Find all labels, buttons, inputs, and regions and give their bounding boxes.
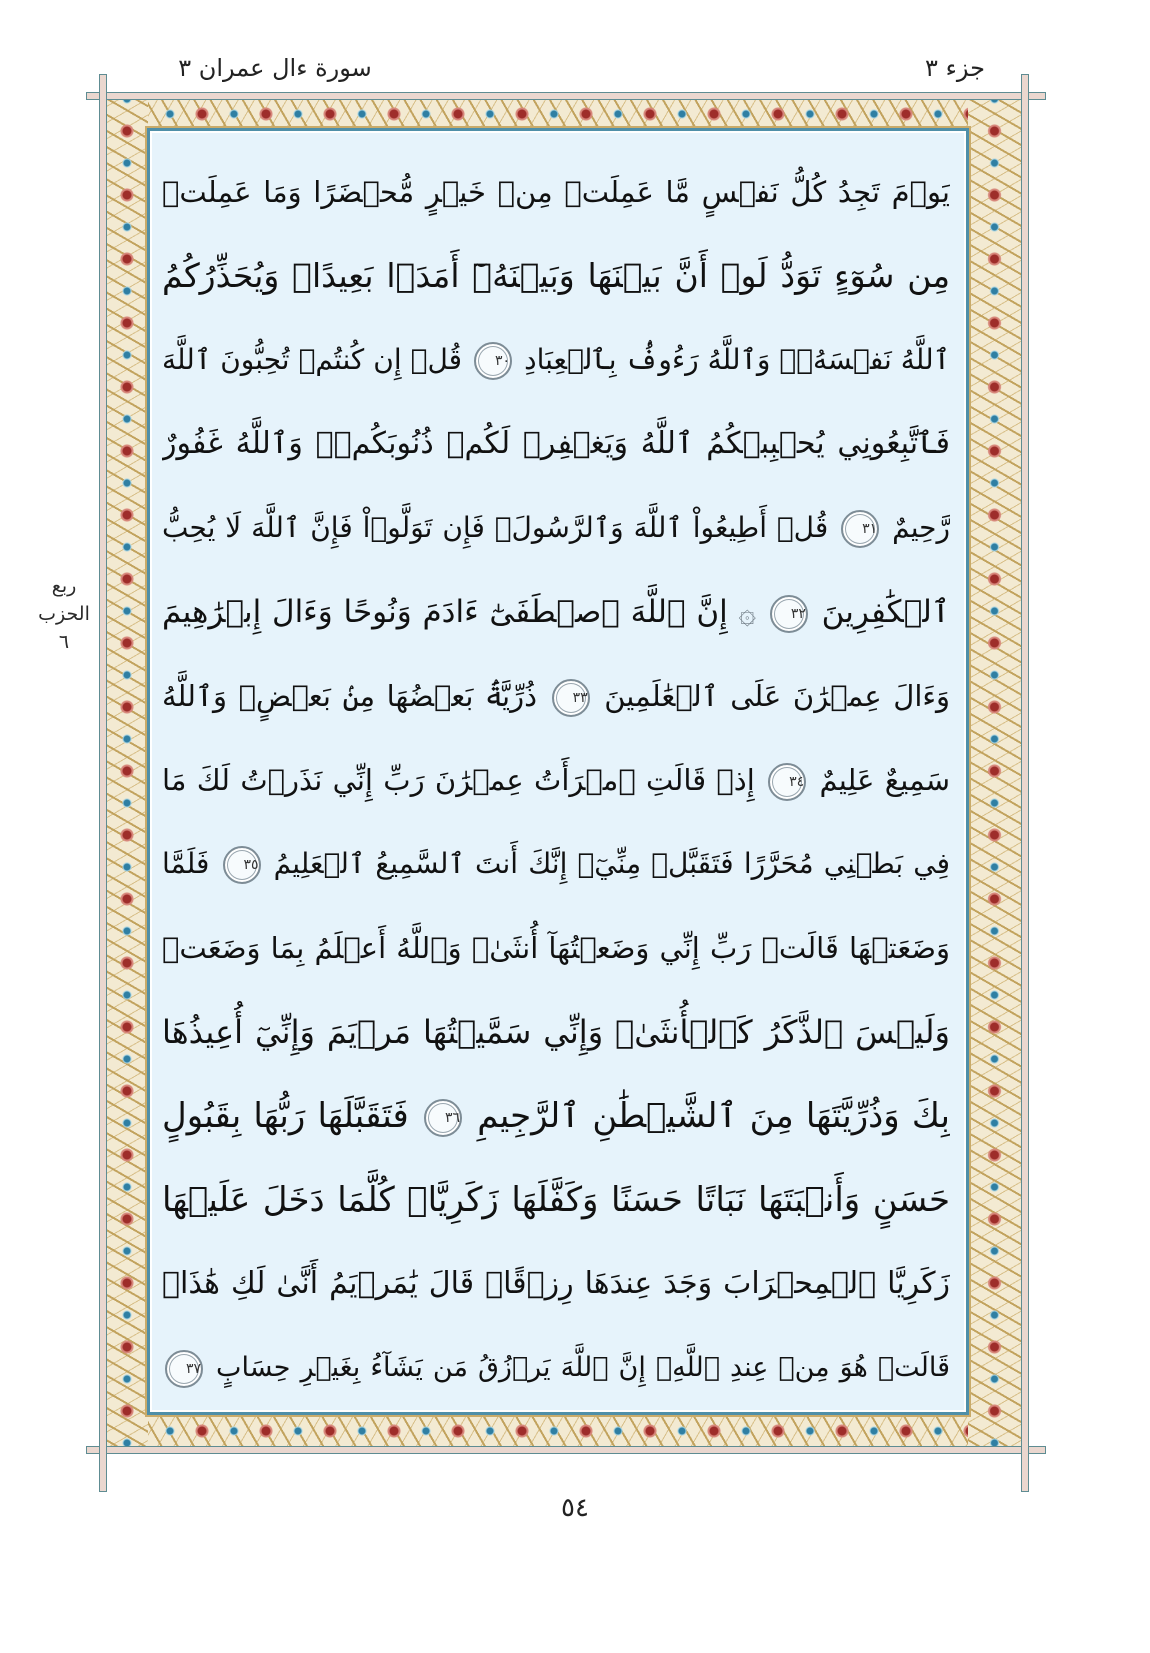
text-line [162, 150, 950, 234]
text-line [162, 906, 950, 990]
verse-text: وَلَيۡسَ ٱلذَّكَرُ كَٱلۡأُنثَىٰۚ وَإِنِّي سَمَّيۡتُهَا مَرۡيَمَ وَإِنِّيٓ أُعِيذُهَا [162, 1013, 950, 1051]
verse-text: قُلۡ أَطِيعُواْ ٱللَّهَ وَٱلرَّسُولَۚ فَإِن تَوَلَّوۡاْ فَإِنَّ ٱللَّهَ لَا يُحِبُّ [162, 511, 829, 544]
surah-title: سورة ءال عمران ٣ [178, 54, 372, 82]
ayah-number-marker: ٣٢ [770, 595, 808, 633]
juz-label: جزء ٣ [925, 54, 985, 82]
verse-text: فَٱتَّبِعُونِي يُحۡبِبۡكُمُ ٱللَّهُ وَيَغۡفِرۡ لَكُمۡ ذُنُوبَكُمۡۚ وَٱللَّهُ غَفُورٌ [162, 426, 950, 461]
frame-rule-right [1021, 74, 1029, 1492]
verse-text: إِذۡ قَالَتِ ٱمۡرَأَتُ عِمۡرَٰنَ رَبِّ إِنِّي نَذَرۡتُ لَكَ مَا [162, 763, 755, 797]
verse-text: بِكَ وَذُرِّيَّتَهَا مِنَ ٱلشَّيۡطَٰنِ ٱلرَّجِيمِ [477, 1096, 950, 1136]
text-line [162, 318, 950, 402]
ayah-number-marker: ٣٠ [474, 342, 512, 380]
verse-text: إِنَّ ٱللَّهَ ٱصۡطَفَىٰٓ ءَادَمَ وَنُوحًا وَءَالَ إِبۡرَٰهِيمَ [162, 594, 728, 630]
hizb-quarter-note [22, 572, 106, 656]
verse-text: مِن سُوٓءٍ تَوَدُّ لَوۡ أَنَّ بَيۡنَهَا وَبَيۡنَهُۥٓ أَمَدَۢا بَعِيدًاۚ وَيُحَذِّرُكُمُ [162, 256, 950, 295]
frame-rule-top [86, 92, 1046, 100]
ayah-number-marker: ٣٥ [223, 846, 261, 884]
text-line [162, 1074, 950, 1158]
ornament-border-right [968, 99, 1021, 1448]
text-line [162, 402, 950, 486]
ayah-number-marker: ٣٦ [424, 1099, 462, 1137]
verse-text: فَلَمَّا [162, 847, 210, 880]
text-line [162, 654, 950, 738]
verse-text: فِي بَطۡنِي مُحَرَّرًا فَتَقَبَّلۡ مِنِّيٓۖ إِنَّكَ أَنتَ ٱلسَّمِيعُ ٱلۡعَلِيمُ [273, 847, 950, 880]
ayah-number-marker: ٣١ [841, 510, 879, 548]
ayah-number-marker: ٣٣ [552, 679, 590, 717]
verse-text: سَمِيعٌ عَلِيمٌ [819, 763, 950, 797]
verse-text: رَّحِيمٌ [892, 511, 950, 544]
text-line [162, 486, 950, 570]
text-line [162, 1158, 950, 1242]
margin-note-line: الحزب [38, 603, 90, 625]
verse-text: ذُرِّيَّةَۢ بَعۡضُهَا مِنۢ بَعۡضٍۗ وَٱللَّهُ [162, 679, 538, 713]
page-number: ٥٤ [561, 1493, 589, 1523]
verse-text: وَءَالَ عِمۡرَٰنَ عَلَى ٱلۡعَٰلَمِينَ [604, 679, 950, 713]
margin-note-line: ٦ [58, 631, 70, 653]
text-line [162, 234, 950, 318]
verse-text: يَوۡمَ تَجِدُ كُلُّ نَفۡسٍ مَّا عَمِلَتۡ مِنۡ خَيۡرٍ مُّحۡضَرًا وَمَا عَمِلَتۡ [162, 175, 950, 209]
margin-note-line: ربع [51, 575, 77, 597]
text-line [162, 822, 950, 906]
frame-rule-bottom [86, 1446, 1046, 1454]
verse-text: ٱللَّهُ نَفۡسَهُۥۚ وَٱللَّهُ رَءُوفُۢ بِٱلۡعِبَادِ [524, 343, 950, 376]
ayah-number-marker: ٣٧ [165, 1350, 203, 1388]
verse-text: قَالَتۡ هُوَ مِنۡ عِندِ ٱللَّهِۖ إِنَّ ٱللَّهَ يَرۡزُقُ مَن يَشَآءُ بِغَيۡرِ حِسَابٍ [216, 1352, 950, 1383]
ornament-border-top [106, 99, 1021, 129]
text-line [162, 1326, 950, 1410]
quran-text-block [162, 150, 950, 1410]
verse-text: حَسَنٍ وَأَنۢبَتَهَا نَبَاتًا حَسَنًا وَكَفَّلَهَا زَكَرِيَّاۚ كُلَّمَا دَخَلَ عَلَيۡهَا [162, 1180, 950, 1220]
verse-text: زَكَرِيَّا ٱلۡمِحۡرَابَ وَجَدَ عِندَهَا رِزۡقًاۖ قَالَ يَٰمَرۡيَمُ أَنَّىٰ لَكِ هَٰذَاۖ [162, 1266, 950, 1301]
verse-text: وَضَعَتۡهَا قَالَتۡ رَبِّ إِنِّي وَضَعۡتُهَآ أُنثَىٰۚ وَٱللَّهُ أَعۡلَمُ بِمَا وَضَعَتۡ [162, 931, 950, 965]
verse-text: قُلۡ إِن كُنتُمۡ تُحِبُّونَ ٱللَّهَ [162, 343, 463, 376]
text-line [162, 738, 950, 822]
ornament-border-bottom [106, 1414, 1021, 1448]
text-line [162, 1242, 950, 1326]
text-line [162, 990, 950, 1074]
ornament-border-left [106, 99, 148, 1448]
verse-text: ٱلۡكَٰفِرِينَ [821, 594, 950, 630]
ayah-number-marker: ٣٤ [768, 763, 806, 801]
rub-el-hizb-icon: ۞ [738, 595, 757, 631]
text-line [162, 570, 950, 654]
frame-rule-left [99, 74, 107, 1492]
verse-text: فَتَقَبَّلَهَا رَبُّهَا بِقَبُولٍ [162, 1096, 409, 1136]
